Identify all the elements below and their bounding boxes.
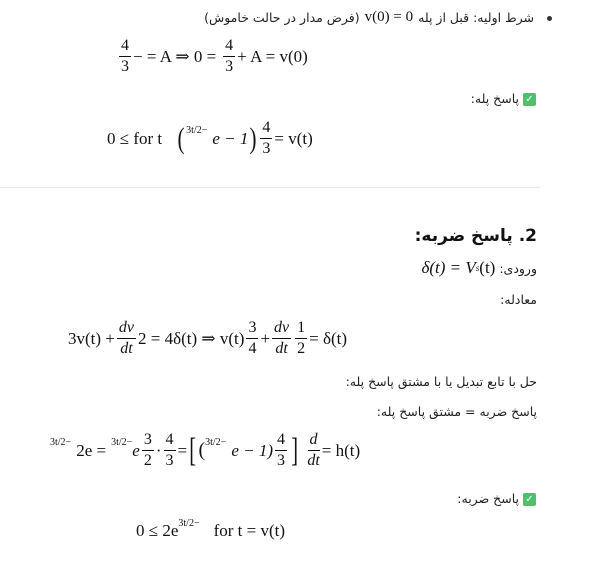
fraction: $\frac{dv}{dt}$ xyxy=(274,319,290,357)
impulse-answer-label: ✓پاسخ ضربه: xyxy=(457,491,536,506)
eq-text: e xyxy=(132,440,140,460)
eq-text: = v(t) xyxy=(274,128,313,148)
eq-text: − = A ⇒ 0 = xyxy=(133,46,217,66)
section-heading-impulse: 2. پاسخ ضربه: xyxy=(414,226,537,246)
step-response-equation: 0 ≤ for t ( 3t/2− e − 1 ) $\frac{4}{3}$ = v(t) xyxy=(107,119,313,157)
eq-text: = h(t) xyxy=(321,440,361,460)
eq-text: e − 1) xyxy=(231,440,273,460)
eq-text: + A = v(0) xyxy=(237,46,308,66)
initial-condition-suffix: (فرض مدار در حالت خاموش) xyxy=(204,10,360,25)
exponent: 3t/2− xyxy=(205,437,227,448)
check-icon: ✓ xyxy=(523,493,536,506)
ode-equation xyxy=(68,320,347,357)
section-divider xyxy=(0,187,540,188)
eq-text: for t = v(t) xyxy=(213,521,286,540)
exponent: 3t/2− xyxy=(178,517,200,529)
exponent: 3t/2− xyxy=(111,437,133,448)
exponent: 3t/2− xyxy=(186,125,208,136)
list-bullet xyxy=(547,16,552,21)
derivative-equation: 3t/2− 2e = 3t/2− e $\frac{3}{2}$ · $\frac{4}{3}$ = [ ( 3t/2− e − 1) $\frac{4}{3}$ ] $\frac{d}{dt}$ = h(t) xyxy=(50,431,361,469)
fraction: $\frac{4}{3}$ xyxy=(121,37,129,75)
solve-method-text: حل با تابع تبدیل یا با مشتق پاسخ پله: xyxy=(345,374,537,389)
initial-condition-math: v(0) = 0 xyxy=(364,9,414,25)
fraction: $\frac{4}{3}$ xyxy=(277,431,285,469)
eq-text: + xyxy=(260,328,271,348)
step-answer-label: ✓پاسخ پله: xyxy=(471,91,536,106)
check-icon: ✓ xyxy=(523,93,536,106)
fraction: $\frac{4}{3}$ xyxy=(165,431,174,469)
fraction: $\frac{dv}{dt}$ xyxy=(118,319,134,357)
eq-text: 2e = xyxy=(76,440,107,460)
impulse-response-equation xyxy=(136,517,286,541)
equation-initial xyxy=(117,38,308,75)
fraction: $\frac{4}{3}$ xyxy=(225,37,234,75)
input-math: δ(t) = V s (t) xyxy=(421,258,496,277)
input-label: ورودی: xyxy=(499,260,537,276)
eq-text: e − 1 xyxy=(212,128,249,148)
eq-text: 2 = 4δ(t) ⇒ v(t) xyxy=(138,328,245,348)
fraction: $\frac{3}{4}$ xyxy=(248,319,257,357)
eq-text: 0 ≤ 2e xyxy=(136,521,179,540)
initial-condition-prefix: شرط اولیه: قبل از پله xyxy=(418,10,534,25)
equation-label: معادله: xyxy=(500,292,537,307)
eq-text: = δ(t) xyxy=(309,328,348,348)
impulse-rule-text: پاسخ ضربه = مشتق پاسخ پله: xyxy=(376,404,537,419)
fraction: $\frac{3}{2}$ xyxy=(143,431,152,469)
fraction: $\frac{4}{3}$ xyxy=(262,119,271,157)
eq-text: = xyxy=(177,440,188,460)
input-line xyxy=(421,258,537,278)
fraction: $\frac{d}{dt}$ xyxy=(307,431,320,469)
fraction: $\frac{1}{2}$ xyxy=(297,319,306,357)
exponent: 3t/2− xyxy=(50,437,72,448)
eq-text: 3v(t) + xyxy=(68,328,115,348)
initial-condition-text xyxy=(204,9,534,26)
eq-text: · xyxy=(155,440,162,460)
eq-text: 0 ≤ for t xyxy=(107,128,163,148)
